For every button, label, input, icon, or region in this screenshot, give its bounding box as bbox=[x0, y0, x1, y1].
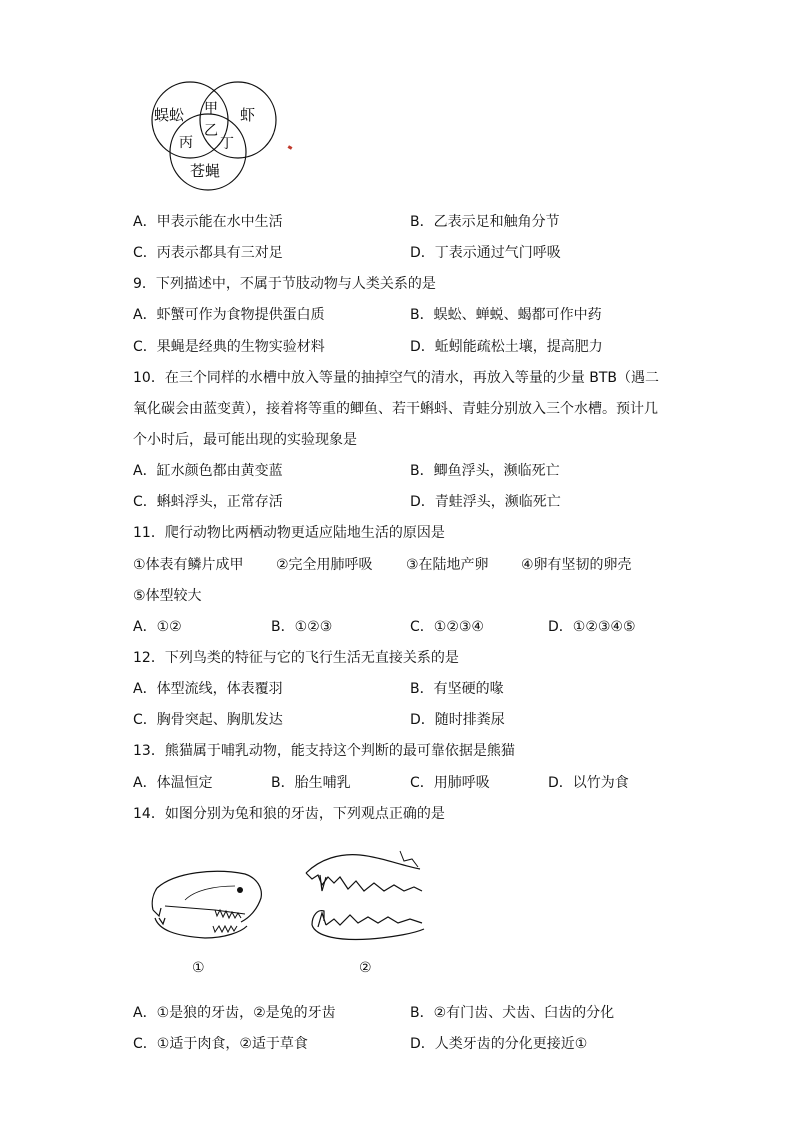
q11-item-5: ⑤体型较大 bbox=[133, 588, 202, 604]
q10-option-a[interactable]: A．缸水颜色都由黄变蓝 bbox=[133, 463, 283, 479]
q13-option-d[interactable]: D．以竹为食 bbox=[548, 775, 629, 791]
q14-option-c[interactable]: C．①适于肉食，②适于草食 bbox=[133, 1036, 308, 1052]
q14-stem: 14．如图分别为兔和狼的牙齿，下列观点正确的是 bbox=[133, 806, 445, 822]
q12-option-a[interactable]: A．体型流线，体表覆羽 bbox=[133, 681, 283, 697]
q12-option-d[interactable]: D．随时排粪尿 bbox=[410, 712, 505, 728]
q9-option-c[interactable]: C．果蝇是经典的生物实验材料 bbox=[133, 339, 325, 355]
q11-item-3: ③在陆地产卵 bbox=[406, 557, 489, 573]
q14-option-d[interactable]: D．人类牙齿的分化更接近① bbox=[410, 1036, 588, 1052]
q13-stem: 13．熊猫属于哺乳动物，能支持这个判断的最可靠依据是熊猫 bbox=[133, 743, 515, 759]
q11-option-b[interactable]: B．①②③ bbox=[271, 619, 333, 635]
venn-label-ding: 丁 bbox=[220, 136, 234, 152]
q11-stem: 11．爬行动物比两栖动物更适应陆地生活的原因是 bbox=[133, 525, 445, 541]
venn-label-yi: 乙 bbox=[204, 123, 218, 139]
q11-item-2: ②完全用肺呼吸 bbox=[276, 557, 373, 573]
wolf-teeth-figure bbox=[300, 845, 435, 960]
figure-label-1: ① bbox=[192, 960, 205, 976]
q11-option-a[interactable]: A．①② bbox=[133, 619, 182, 635]
q12-stem: 12．下列鸟类的特征与它的飞行生活无直接关系的是 bbox=[133, 650, 459, 666]
q8-option-d[interactable]: D．丁表示通过气门呼吸 bbox=[410, 245, 561, 261]
q9-stem: 9．下列描述中，不属于节肢动物与人类关系的是 bbox=[133, 276, 436, 292]
q14-option-b[interactable]: B．②有门齿、犬齿、臼齿的分化 bbox=[410, 1005, 615, 1021]
figure-label-2: ② bbox=[359, 960, 372, 976]
venn-label-wugong: 蜈蚣 bbox=[154, 106, 185, 124]
q10-stem-line-1: 10．在三个同样的水槽中放入等量的抽掉空气的清水，再放入等量的少量 BTB（遇二 bbox=[133, 370, 660, 386]
q10-stem-line-3: 个小时后，最可能出现的实验现象是 bbox=[133, 432, 357, 448]
q13-option-a[interactable]: A．体温恒定 bbox=[133, 775, 213, 791]
rabbit-teeth-figure bbox=[145, 860, 275, 960]
q9-option-a[interactable]: A．虾蟹可作为食物提供蛋白质 bbox=[133, 307, 325, 323]
q10-option-b[interactable]: B．鲫鱼浮头，濒临死亡 bbox=[410, 463, 560, 479]
q8-option-b[interactable]: B．乙表示足和触角分节 bbox=[410, 214, 560, 230]
q11-option-d[interactable]: D．①②③④⑤ bbox=[548, 619, 636, 635]
q9-option-d[interactable]: D．蚯蚓能疏松土壤，提高肥力 bbox=[410, 339, 603, 355]
q8-option-c[interactable]: C．丙表示都具有三对足 bbox=[133, 245, 283, 261]
venn-label-jia: 甲 bbox=[204, 101, 218, 117]
venn-diagram bbox=[140, 80, 310, 195]
q11-item-4: ④卵有坚韧的卵壳 bbox=[521, 557, 632, 573]
q11-item-1: ①体表有鳞片成甲 bbox=[133, 557, 244, 573]
q9-option-b[interactable]: B．蜈蚣、蝉蜕、蝎都可作中药 bbox=[410, 307, 602, 323]
venn-label-xia: 虾 bbox=[240, 106, 256, 124]
venn-label-bing: 丙 bbox=[179, 135, 193, 151]
q14-option-a[interactable]: A．①是狼的牙齿，②是兔的牙齿 bbox=[133, 1005, 336, 1021]
q11-option-c[interactable]: C．①②③④ bbox=[410, 619, 484, 635]
q8-option-a[interactable]: A．甲表示能在水中生活 bbox=[133, 214, 283, 230]
venn-circle-xia bbox=[200, 82, 276, 158]
q10-option-d[interactable]: D．青蛙浮头，濒临死亡 bbox=[410, 494, 561, 510]
q13-option-c[interactable]: C．用肺呼吸 bbox=[410, 775, 490, 791]
venn-label-cangying: 苍蝇 bbox=[190, 162, 221, 180]
q10-stem-line-2: 氧化碳会由蓝变黄），接着将等重的鲫鱼、若干蝌蚪、青蛙分别放入三个水槽。预计几 bbox=[133, 401, 658, 417]
q10-option-c[interactable]: C．蝌蚪浮头，正常存活 bbox=[133, 494, 283, 510]
q12-option-c[interactable]: C．胸骨突起、胸肌发达 bbox=[133, 712, 283, 728]
q13-option-b[interactable]: B．胎生哺乳 bbox=[271, 775, 351, 791]
q12-option-b[interactable]: B．有坚硬的喙 bbox=[410, 681, 504, 697]
